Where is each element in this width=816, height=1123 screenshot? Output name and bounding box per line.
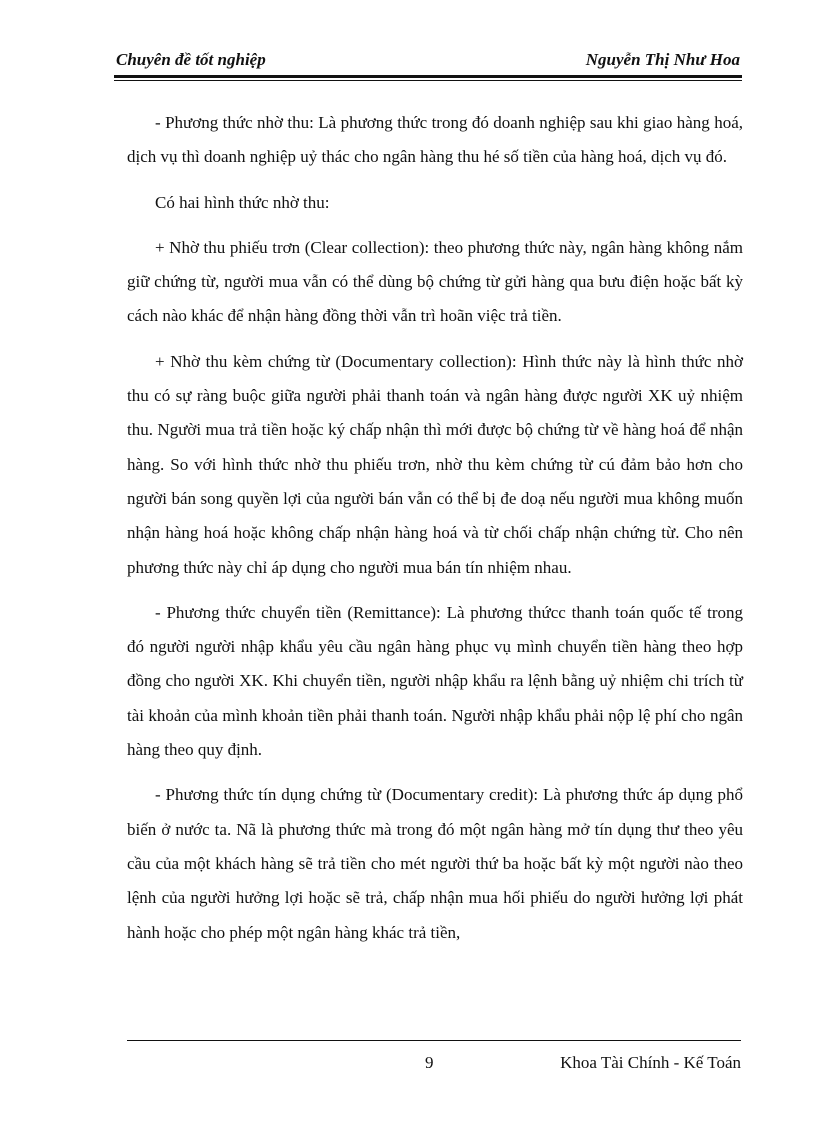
header-author: Nguyễn Thị Như Hoa bbox=[585, 50, 740, 69]
page-number: 9 bbox=[425, 1053, 434, 1072]
header-rule-thin bbox=[114, 80, 742, 81]
paragraph-clear-collection: + Nhờ thu phiếu trơn (Clear collection): theo phương thức này, ngân hàng không nắm giữ chứng từ, người mua vẫn có thể dùng bộ chứng từ gửi hàng qua bưu điện hoặc bất kỳ cách nào khác để nhận hàng đồng thời vẫn trì hoãn việc trả tiền. bbox=[127, 237, 743, 326]
paragraph-collection-types-intro: Có hai hình thức nhờ thu: bbox=[155, 192, 330, 212]
paragraph-remittance: - Phương thức chuyển tiền (Remittance): Là phương thứcc thanh toán quốc tế trong đó người người nhập khẩu yêu cầu ngân hàng phục vụ mình chuyển tiền hàng theo hợp đồng cho người XK. Khi chuyển tiền, người nhập khẩu ra lệnh bằng uỷ nhiệm chi trích từ tài khoản của mình khoản tiền phải thanh toán. Người nhập khẩu phải nộp lệ phí cho ngân hàng theo quy định. bbox=[127, 602, 743, 760]
header-rule-thick bbox=[114, 75, 742, 78]
footer-department: Khoa Tài Chính - Kế Toán bbox=[560, 1053, 741, 1072]
paragraph-documentary-credit: - Phương thức tín dụng chứng từ (Documentary credit): Là phương thức áp dụng phổ biến ở nước ta. Nã là phương thức mà trong đó một ngân hàng mở tín dụng thư theo yêu cầu của một khách hàng sẽ trả tiền cho mét người thứ ba hoặc bất kỳ một người nào theo lệnh của người hưởng lợi hoặc sẽ trả, chấp nhận mua hối phiếu do người hưởng lợi phát hành hoặc cho phép một ngân hàng khác trả tiền, bbox=[127, 785, 743, 942]
paragraph-documentary-collection: + Nhờ thu kèm chứng từ (Documentary collection): Hình thức này là hình thức nhờ thu có sự ràng buộc giữa người phải thanh toán và ngân hàng được người XK uỷ nhiệm thu. Người mua trả tiền hoặc ký chấp nhận thì mới được bộ chứng từ về hàng hoá để nhận hàng. So với hình thức nhờ thu phiếu trơn, nhờ thu kèm chứng từ cú đảm bảo hơn cho người bán song quyền lợi của người bán vẫn có thể bị đe doạ nếu người mua không muốn nhận hàng hoá hoặc không chấp nhận hàng hoá và từ chối chấp nhận chứng từ. Cho nên phương thức này chỉ áp dụng cho người mua bán tín nhiệm nhau. bbox=[127, 351, 743, 577]
page-footer bbox=[127, 1040, 741, 1080]
page-header bbox=[114, 46, 742, 76]
header-document-type: Chuyên đề tốt nghiệp bbox=[116, 50, 266, 69]
paragraph-collection-method: - Phương thức nhờ thu: Là phương thức trong đó doanh nghiệp sau khi giao hàng hoá, dịch vụ thì doanh nghiệp uỷ thác cho ngân hàng thu hé số tiền của hàng hoá, dịch vụ đó. bbox=[127, 113, 743, 167]
body-text bbox=[127, 106, 743, 961]
footer-rule bbox=[127, 1040, 741, 1041]
